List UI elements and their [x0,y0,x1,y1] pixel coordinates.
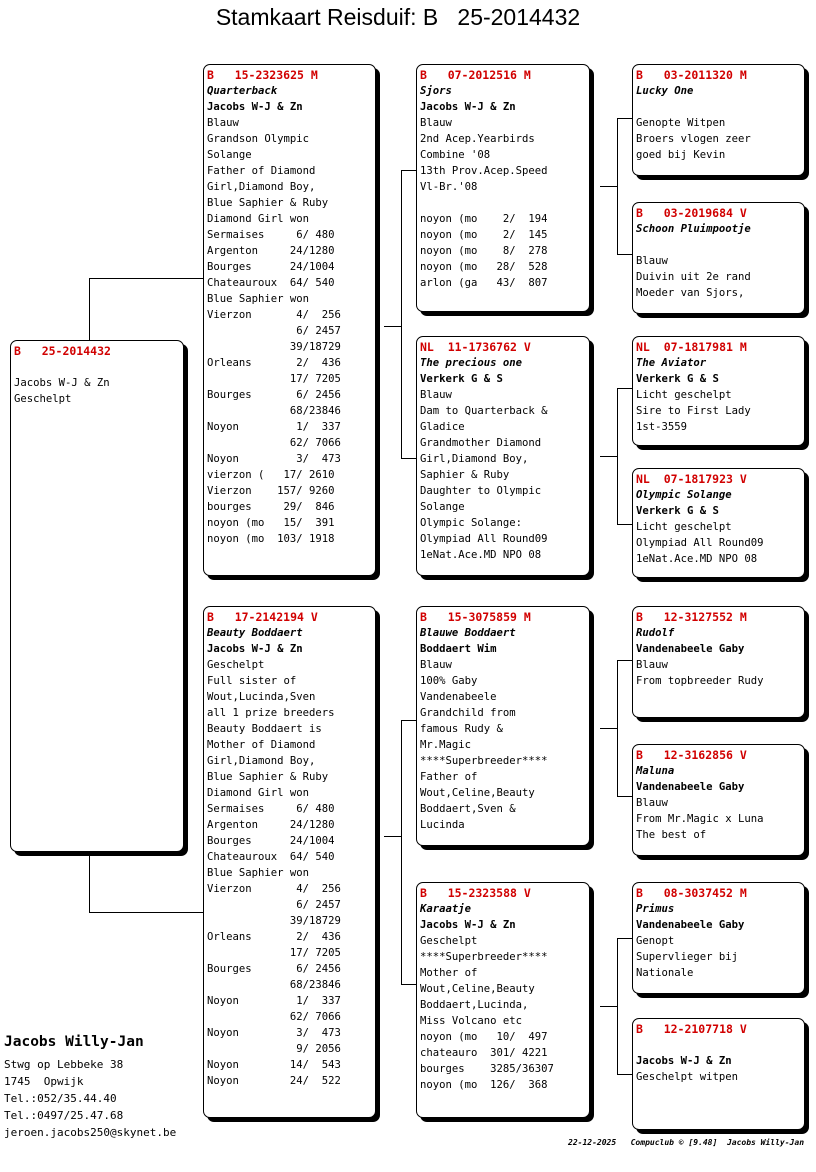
pigeon-name: Karaatje [420,903,472,915]
info-line: 62/ 7066 [207,1011,341,1023]
info-line: Olympic Solange: [420,517,523,529]
connector [617,1074,632,1075]
info-line: Saphier & Ruby [420,469,510,481]
info-line: Sire to First Lady [636,405,751,417]
info-line: Girl,Diamond Boy, [207,181,316,193]
info-line: The best of [636,829,707,841]
connector [401,458,416,459]
breeder-name: Vandenabeele Gaby [636,781,745,793]
pigeon-card-mother-mother[interactable] [416,882,590,1118]
pigeon-card-mother[interactable] [203,606,376,1118]
owner-city: 1745 Opwijk [4,1075,84,1088]
info-line: Vierzon 4/ 256 [207,309,341,321]
info-line: Jacobs W-J & Zn [14,377,110,389]
connector [384,326,401,327]
ring-number: B 15-2323625 M [207,68,318,82]
info-line: chateauro 301/ 4221 [420,1047,548,1059]
owner-block [4,1034,176,1141]
info-line: Solange [420,501,465,513]
info-line: Blue Saphier & Ruby [207,197,329,209]
info-line: 6/ 2457 [207,899,341,911]
info-line: Bourges 24/1004 [207,835,335,847]
info-line: Lucinda [420,819,465,831]
info-line: 6/ 2457 [207,325,341,337]
info-line: Genopte Witpen [636,117,726,129]
ring-number: B 25-2014432 [14,344,111,358]
ring-number: NL 07-1817923 V [636,472,747,486]
ring-number: B 17-2142194 V [207,610,318,624]
info-line: 1eNat.Ace.MD NPO 08 [636,553,758,565]
ring-number: NL 11-1736762 V [420,340,531,354]
info-line: 100% Gaby [420,675,478,687]
ring-number: B 12-3162856 V [636,748,747,762]
info-line: Mother of [420,967,478,979]
info-line: noyon (mo 28/ 528 [420,261,548,273]
pigeon-card-fmm[interactable] [632,468,805,578]
info-line: Noyon 24/ 522 [207,1075,341,1087]
info-line: Blauw [636,255,668,267]
connector [617,938,618,1074]
info-line: famous Rudy & [420,723,503,735]
info-line: Girl,Diamond Boy, [420,453,529,465]
info-line: arlon (ga 43/ 807 [420,277,548,289]
info-line: Blauw [420,389,452,401]
info-line: Geschelpt [14,393,72,405]
ring-number: B 12-2107718 V [636,1022,747,1036]
info-line: Mr.Magic [420,739,472,751]
info-line: Licht geschelpt [636,389,732,401]
ring-number: NL 07-1817981 M [636,340,747,354]
info-line: noyon (mo 8/ 278 [420,245,548,257]
footer-credit: 22-12-2025 Compuclub © [9.48] Jacobs Willy-Jan [568,1138,805,1147]
ring-number: B 12-3127552 M [636,610,747,624]
info-line: Sermaises 6/ 480 [207,229,335,241]
info-line: Noyon 1/ 337 [207,995,341,1007]
info-line: Grandson Olympic [207,133,310,145]
info-line: Father of [420,771,478,783]
info-line: Blue Saphier & Ruby [207,771,329,783]
pigeon-card-mff[interactable] [632,606,805,718]
info-line: 17/ 7205 [207,947,341,959]
info-line: Orleans 2/ 436 [207,357,341,369]
info-line: From topbreeder Rudy [636,675,764,687]
info-line: 39/18729 [207,915,341,927]
pigeon-name: Quarterback [207,85,278,97]
info-line: Orleans 2/ 436 [207,931,341,943]
info-line: Chateauroux 64/ 540 [207,277,335,289]
info-line: noyon (mo 2/ 145 [420,229,548,241]
pigeon-card-mmm[interactable] [632,1018,805,1130]
pigeon-name: Olympic Solange [636,489,732,501]
info-line: ****Superbreeder**** [420,755,548,767]
info-line [420,195,589,211]
breeder-name: Jacobs W-J & Zn [207,101,303,113]
pigeon-card-father-father[interactable] [416,64,590,312]
connector [401,720,416,721]
pigeon-card-subject[interactable] [10,340,184,852]
connector [617,118,618,254]
info-line: Geschelpt [420,935,478,947]
info-line: Bourges 6/ 2456 [207,389,341,401]
owner-mobile: Tel.:0497/25.47.68 [4,1109,124,1122]
breeder-name: Jacobs W-J & Zn [420,101,516,113]
breeder-name: Vandenabeele Gaby [636,643,745,655]
info-line: Combine '08 [420,149,491,161]
connector [89,278,204,279]
ring-number: B 15-3075859 M [420,610,531,624]
page-title: Stamkaart Reisduif: B 25-2014432 [215,4,581,30]
info-line: 1eNat.Ace.MD NPO 08 [420,549,542,561]
info-line: Grandchild from [420,707,516,719]
pigeon-name: Blauwe Boddaert [420,627,516,639]
pigeon-name: The Aviator [636,357,707,369]
info-line: Solange [207,149,252,161]
info-line: Vl-Br.'08 [420,181,478,193]
info-line: noyon (mo 10/ 497 [420,1031,548,1043]
info-line: all 1 prize breeders [207,707,335,719]
ring-number: B 08-3037452 M [636,886,747,900]
ring-number: B 15-2323588 V [420,886,531,900]
info-line: Blue Saphier won [207,867,310,879]
info-line: 39/18729 [207,341,341,353]
pigeon-name: Beauty Boddaert [207,627,303,639]
info-line [14,359,183,375]
pigeon-card-father-mother[interactable] [416,336,590,576]
info-line: Supervlieger bij [636,951,739,963]
info-line: Genopt [636,935,675,947]
pigeon-name: Maluna [636,765,675,777]
connector [617,524,632,525]
info-line: Argenton 24/1280 [207,819,335,831]
info-line: Vandenabeele [420,691,497,703]
breeder-name: Vandenabeele Gaby [636,919,745,931]
info-line: From Mr.Magic x Luna [636,813,764,825]
info-line: Beauty Boddaert is [207,723,322,735]
connector [401,720,402,984]
connector [617,388,618,524]
info-line: Nationale [636,967,694,979]
info-line: Blauw [636,797,668,809]
info-line: Diamond Girl won [207,213,310,225]
info-line: Gladice [420,421,465,433]
info-line: noyon (mo 15/ 391 [207,517,335,529]
info-line: 2nd Acep.Yearbirds [420,133,535,145]
info-line: Blauw [207,117,239,129]
info-line: bourges 29/ 846 [207,501,335,513]
info-line: 1st-3559 [636,421,688,433]
connector [401,170,402,458]
info-line: Miss Volcano etc [420,1015,523,1027]
info-line: Olympiad All Round09 [420,533,548,545]
ring-number: B 03-2019684 V [636,206,747,220]
connector [617,254,632,255]
pigeon-name: Schoon Pluimpootje [636,223,751,235]
info-line: Noyon 14/ 543 [207,1059,341,1071]
info-line: noyon (mo 126/ 368 [420,1079,548,1091]
connector [89,852,90,912]
connector [89,912,204,913]
info-line: Noyon 1/ 337 [207,421,341,433]
pigeon-card-fff[interactable] [632,64,805,176]
info-line: Grandmother Diamond [420,437,542,449]
connector [401,984,416,985]
ring-number: B 03-2011320 M [636,68,747,82]
connector [600,728,617,729]
info-line: Blauw [636,659,668,671]
breeder-name: Verkerk G & S [636,373,719,385]
info-line: Broers vlogen zeer [636,133,751,145]
pigeon-card-mfm[interactable] [632,744,805,856]
info-line: Boddaert,Sven & [420,803,516,815]
pigeon-name [636,1037,804,1053]
breeder-name [636,99,804,115]
info-line: Chateauroux 64/ 540 [207,851,335,863]
owner-phone: Tel.:052/35.44.40 [4,1092,117,1105]
pigeon-name: Rudolf [636,627,675,639]
pigeon-name: Primus [636,903,675,915]
connector [617,660,632,661]
connector [617,118,632,119]
connector [617,796,632,797]
info-line: Licht geschelpt [636,521,732,533]
pigeon-card-ffm[interactable] [632,202,805,314]
owner-address: Stwg op Lebbeke 38 [4,1058,124,1071]
info-line: 17/ 7205 [207,373,341,385]
info-line: noyon (mo 2/ 194 [420,213,548,225]
connector [617,660,618,796]
connector [600,456,617,457]
info-line: 62/ 7066 [207,437,341,449]
info-line: Geschelpt witpen [636,1071,739,1083]
info-line: Wout,Celine,Beauty [420,787,535,799]
info-line: Diamond Girl won [207,787,310,799]
breeder-name [636,237,804,253]
info-line: 13th Prov.Acep.Speed [420,165,548,177]
info-line: Moeder van Sjors, [636,287,745,299]
info-line: Wout,Celine,Beauty [420,983,535,995]
pigeon-card-father[interactable] [203,64,376,576]
pigeon-name: Sjors [420,85,452,97]
connector [617,388,632,389]
connector [600,186,617,187]
connector [384,836,401,837]
info-line: Vierzon 4/ 256 [207,883,341,895]
info-line: Blauw [420,117,452,129]
info-line: ****Superbreeder**** [420,951,548,963]
info-line: Noyon 3/ 473 [207,453,341,465]
info-line: 9/ 2056 [207,1043,341,1055]
info-line: Father of Diamond [207,165,316,177]
info-line: Boddaert,Lucinda, [420,999,529,1011]
info-line: Geschelpt [207,659,265,671]
pigeon-card-fmf[interactable] [632,336,805,446]
info-line: Olympiad All Round09 [636,537,764,549]
breeder-name: Verkerk G & S [636,505,719,517]
info-line: goed bij Kevin [636,149,726,161]
info-line: vierzon ( 17/ 2610 [207,469,335,481]
info-line: Sermaises 6/ 480 [207,803,335,815]
info-line: Mother of Diamond [207,739,316,751]
info-line: Daughter to Olympic [420,485,542,497]
info-line: Argenton 24/1280 [207,245,335,257]
pigeon-card-mother-father[interactable] [416,606,590,846]
info-line: Girl,Diamond Boy, [207,755,316,767]
connector [617,938,632,939]
owner-email[interactable]: jeroen.jacobs250@skynet.be [4,1126,177,1139]
info-line: Dam to Quarterback & [420,405,548,417]
owner-name: Jacobs Willy-Jan [4,1034,144,1050]
ring-number: B 07-2012516 M [420,68,531,82]
info-line: Wout,Lucinda,Sven [207,691,316,703]
pigeon-name: The precious one [420,357,523,369]
info-line: noyon (mo 103/ 1918 [207,533,335,545]
info-line: Blauw [420,659,452,671]
info-line: Duivin uit 2e rand [636,271,751,283]
pigeon-name: Lucky One [636,85,694,97]
info-line: Bourges 6/ 2456 [207,963,341,975]
breeder-name: Verkerk G & S [420,373,503,385]
breeder-name: Jacobs W-J & Zn [207,643,303,655]
info-line: 68/23846 [207,405,341,417]
breeder-name: Jacobs W-J & Zn [636,1055,732,1067]
breeder-name: Boddaert Wim [420,643,497,655]
pigeon-card-mmf[interactable] [632,882,805,994]
connector [89,278,90,340]
info-line: Vierzon 157/ 9260 [207,485,335,497]
info-line: Bourges 24/1004 [207,261,335,273]
info-line: bourges 3285/36307 [420,1063,554,1075]
info-line: Noyon 3/ 473 [207,1027,341,1039]
info-line: 68/23846 [207,979,341,991]
info-line: Full sister of [207,675,297,687]
connector [600,1006,617,1007]
breeder-name: Jacobs W-J & Zn [420,919,516,931]
info-line: Blue Saphier won [207,293,310,305]
connector [401,170,416,171]
